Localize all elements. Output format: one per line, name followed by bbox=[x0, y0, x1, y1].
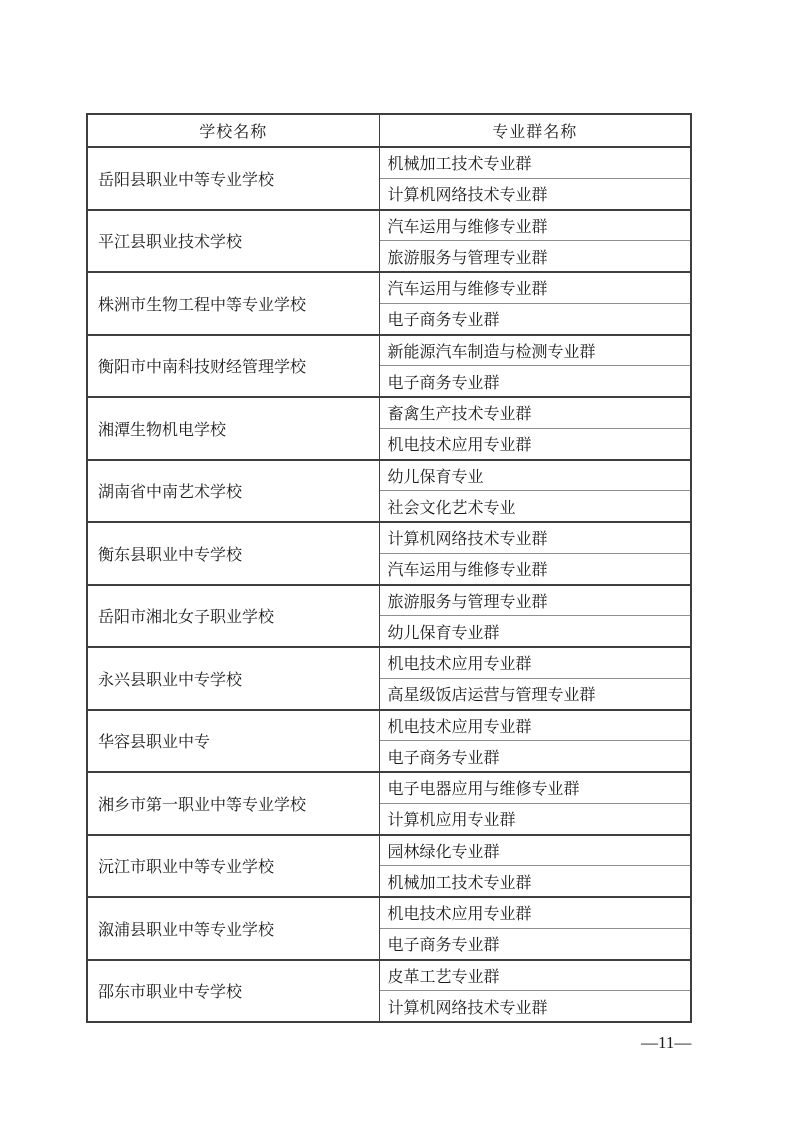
group-name-cell: 高星级饭店运营与管理专业群 bbox=[379, 678, 691, 709]
school-name-cell: 湖南省中南艺术学校 bbox=[87, 460, 379, 523]
school-professional-group-table bbox=[86, 113, 692, 1023]
group-name-cell: 电子商务专业群 bbox=[379, 303, 691, 334]
table-header-row bbox=[87, 114, 691, 147]
group-name-cell: 园林绿化专业群 bbox=[379, 835, 691, 866]
group-name-cell: 新能源汽车制造与检测专业群 bbox=[379, 335, 691, 366]
table-row bbox=[87, 522, 691, 553]
group-name-cell: 畜禽生产技术专业群 bbox=[379, 397, 691, 428]
school-name-cell: 永兴县职业中专学校 bbox=[87, 647, 379, 710]
group-name-cell: 皮革工艺专业群 bbox=[379, 960, 691, 991]
table-row bbox=[87, 710, 691, 741]
group-name-cell: 电子商务专业群 bbox=[379, 741, 691, 772]
group-name-cell: 汽车运用与维修专业群 bbox=[379, 553, 691, 584]
group-name-cell: 计算机网络技术专业群 bbox=[379, 522, 691, 553]
table-row bbox=[87, 647, 691, 678]
group-name-cell: 计算机网络技术专业群 bbox=[379, 178, 691, 209]
school-name-cell: 湘乡市第一职业中等专业学校 bbox=[87, 772, 379, 835]
school-name-cell: 湘潭生物机电学校 bbox=[87, 397, 379, 460]
group-name-cell: 机电技术应用专业群 bbox=[379, 647, 691, 678]
table-row bbox=[87, 772, 691, 803]
header-group-name: 专业群名称 bbox=[379, 114, 691, 147]
table-row bbox=[87, 210, 691, 241]
school-name-cell: 溆浦县职业中等专业学校 bbox=[87, 897, 379, 960]
table-row bbox=[87, 960, 691, 991]
table-row bbox=[87, 335, 691, 366]
table-row bbox=[87, 585, 691, 616]
school-name-cell: 岳阳市湘北女子职业学校 bbox=[87, 585, 379, 648]
school-name-cell: 衡阳市中南科技财经管理学校 bbox=[87, 335, 379, 398]
page-number: —11— bbox=[641, 1033, 692, 1052]
table-row bbox=[87, 897, 691, 928]
group-name-cell: 计算机网络技术专业群 bbox=[379, 991, 691, 1022]
school-name-cell: 株洲市生物工程中等专业学校 bbox=[87, 272, 379, 335]
group-name-cell: 机电技术应用专业群 bbox=[379, 428, 691, 459]
school-name-cell: 华容县职业中专 bbox=[87, 710, 379, 773]
group-name-cell: 旅游服务与管理专业群 bbox=[379, 241, 691, 272]
group-name-cell: 社会文化艺术专业 bbox=[379, 491, 691, 522]
school-name-cell: 衡东县职业中专学校 bbox=[87, 522, 379, 585]
table-row bbox=[87, 460, 691, 491]
table-row bbox=[87, 147, 691, 178]
table-row bbox=[87, 835, 691, 866]
group-name-cell: 电子电器应用与维修专业群 bbox=[379, 772, 691, 803]
group-name-cell: 机电技术应用专业群 bbox=[379, 897, 691, 928]
table-row bbox=[87, 397, 691, 428]
group-name-cell: 电子商务专业群 bbox=[379, 928, 691, 959]
group-name-cell: 幼儿保育专业群 bbox=[379, 616, 691, 647]
table-row bbox=[87, 272, 691, 303]
group-name-cell: 机电技术应用专业群 bbox=[379, 710, 691, 741]
school-name-cell: 沅江市职业中等专业学校 bbox=[87, 835, 379, 898]
group-name-cell: 旅游服务与管理专业群 bbox=[379, 585, 691, 616]
group-name-cell: 机械加工技术专业群 bbox=[379, 147, 691, 178]
school-name-cell: 岳阳县职业中等专业学校 bbox=[87, 147, 379, 210]
school-name-cell: 平江县职业技术学校 bbox=[87, 210, 379, 273]
group-name-cell: 电子商务专业群 bbox=[379, 366, 691, 397]
group-name-cell: 幼儿保育专业 bbox=[379, 460, 691, 491]
group-name-cell: 计算机应用专业群 bbox=[379, 803, 691, 834]
header-school-name: 学校名称 bbox=[87, 114, 379, 147]
table-body bbox=[87, 147, 691, 1022]
group-name-cell: 汽车运用与维修专业群 bbox=[379, 210, 691, 241]
group-name-cell: 机械加工技术专业群 bbox=[379, 866, 691, 897]
table-header bbox=[87, 114, 691, 147]
group-name-cell: 汽车运用与维修专业群 bbox=[379, 272, 691, 303]
school-name-cell: 邵东市职业中专学校 bbox=[87, 960, 379, 1023]
